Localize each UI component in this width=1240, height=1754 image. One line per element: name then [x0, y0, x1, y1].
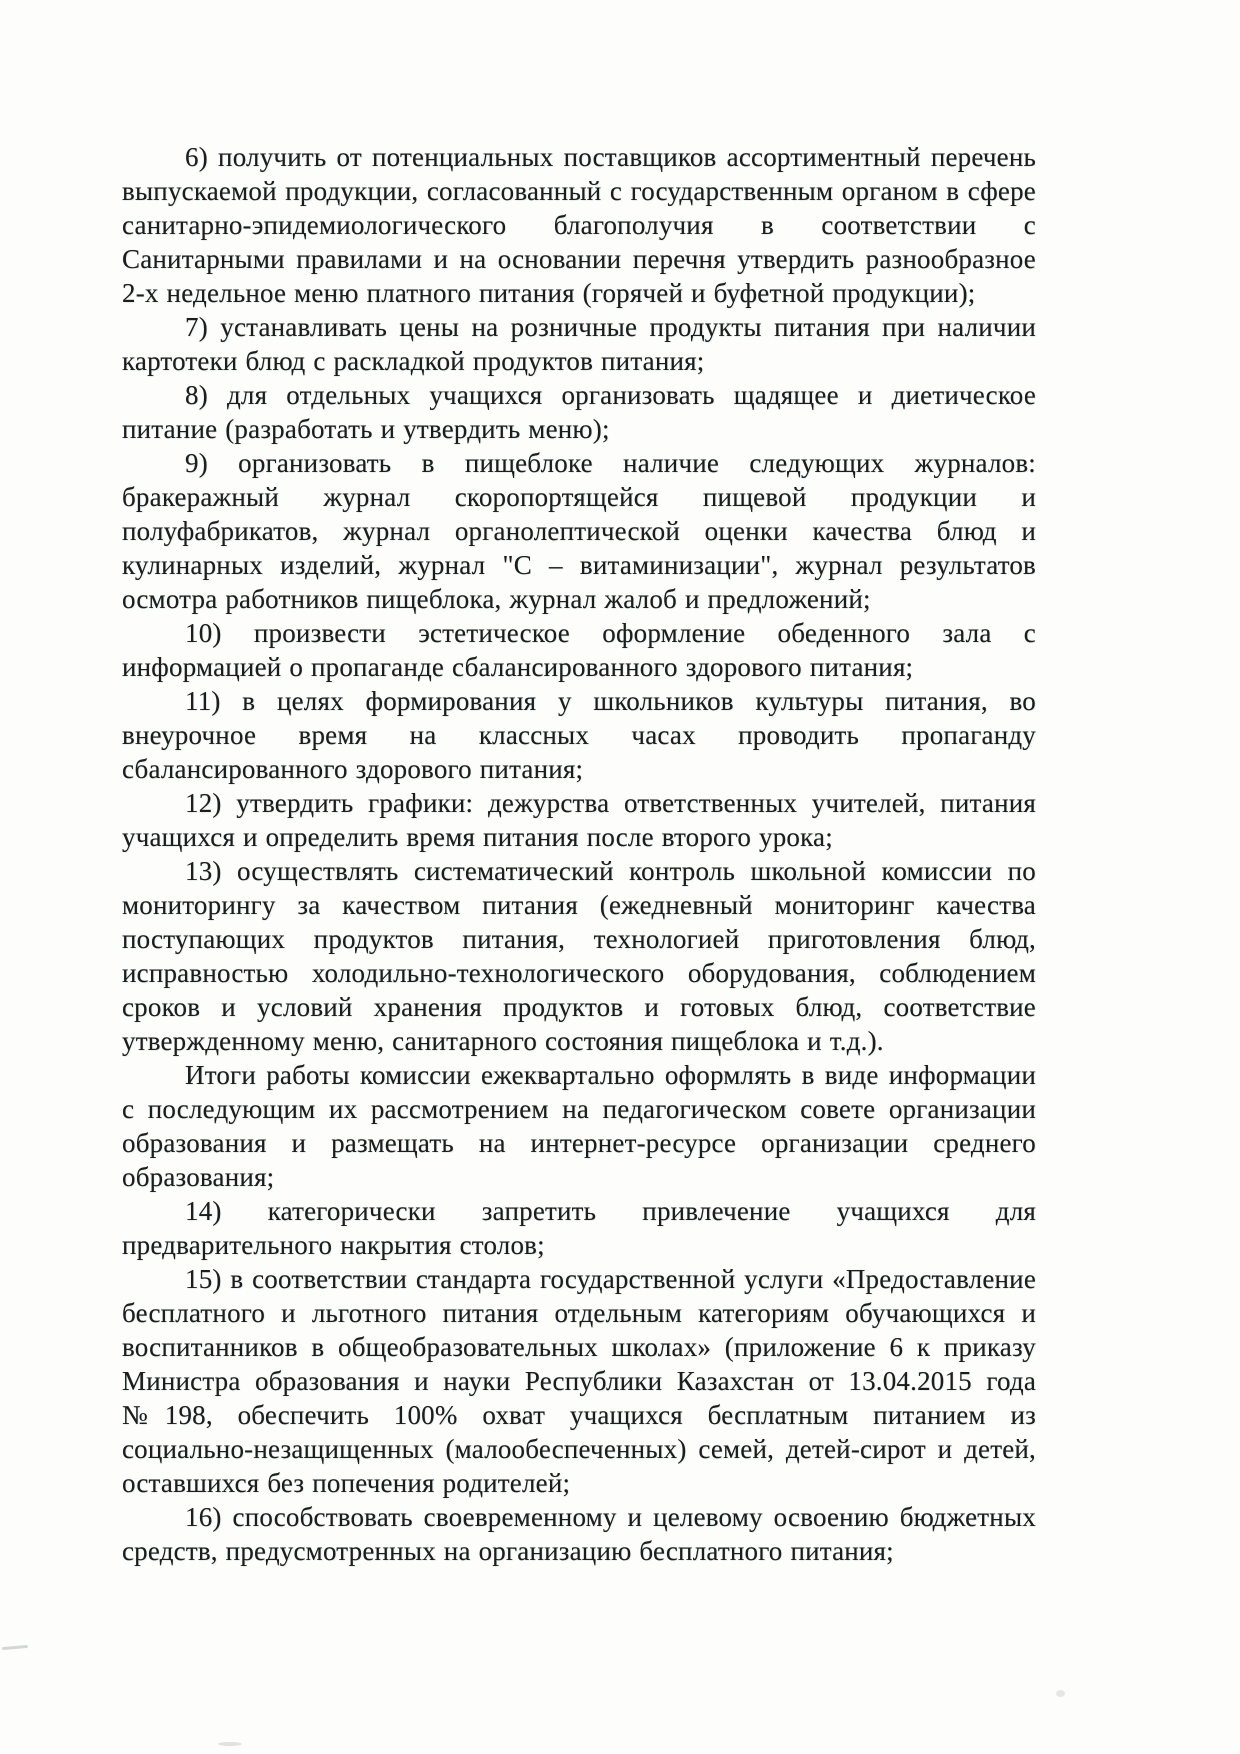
paragraph: 15) в соответствии стандарта государственной услуги «Предоставление бесплатного и льготного питания отдельным категориям обучающихся и воспитанников в общеобразовательных школах» (приложение 6 к приказу Министра образования и науки Республики Казахстан от 13.04.2015 года №198, обеспечить 100% охват учащихся бесплатным питанием из социально-незащищенных (малообеспеченных) семей, детей-сирот и детей, оставшихся без попечения родителей; — [122, 1264, 1036, 1498]
paragraph: 11) в целях формирования у школьников культуры питания, во внеурочное время на классных часах проводить пропаганду сбалансированного здорового питания; — [122, 686, 1036, 784]
scan-artifact — [2, 1645, 28, 1650]
paragraph: 6) получить от потенциальных поставщиков ассортиментный перечень выпускаемой продукции, согласованный с государственным органом в сфере санитарно-эпидемиологического благополучия в соответствии с Санитарными правилами и на основании перечня утвердить разнообразное 2-х недельное меню платного питания (горячей и буфетной продукции); — [122, 142, 1036, 308]
paragraph: 12) утвердить графики: дежурства ответственных учителей, питания учащихся и определить время питания после второго урока; — [122, 788, 1036, 852]
document-body — [122, 140, 1036, 1568]
paragraph: 9) организовать в пищеблоке наличие следующих журналов: бракеражный журнал скоропортящейся пищевой продукции и полуфабрикатов, журнал органолептической оценки качества блюд и кулинарных изделий, журнал "С – витаминизации", журнал результатов осмотра работников пищеблока, журнал жалоб и предложений; — [122, 448, 1036, 614]
paragraph: Итоги работы комиссии ежеквартально оформлять в виде информации с последующим их рассмотрением на педагогическом совете организации образования и размещать на интернет-ресурсе организации среднего образования; — [122, 1060, 1036, 1192]
paragraph: 13) осуществлять систематический контроль школьной комиссии по мониторингу за качеством питания (ежедневный мониторинг качества поступающих продуктов питания, технологией приготовления блюд, исправностью холодильно-технологического оборудования, соблюдением сроков и условий хранения продуктов и готовых блюд, соответствие утвержденному меню, санитарного состояния пищеблока и т.д.). — [122, 856, 1036, 1056]
paragraph: 8) для отдельных учащихся организовать щадящее и диетическое питание (разработать и утвердить меню); — [122, 380, 1036, 444]
paragraph: 7) устанавливать цены на розничные продукты питания при наличии картотеки блюд с раскладкой продуктов питания; — [122, 312, 1036, 376]
scan-artifact — [218, 1742, 242, 1746]
paragraph: 16) способствовать своевременному и целевому освоению бюджетных средств, предусмотренных на организацию бесплатного питания; — [122, 1502, 1036, 1566]
paragraph: 10) произвести эстетическое оформление обеденного зала с информацией о пропаганде сбалансированного здорового питания; — [122, 618, 1036, 682]
paragraph: 14) категорически запретить привлечение учащихся для предварительного накрытия столов; — [122, 1196, 1036, 1260]
scan-artifact — [1056, 1690, 1065, 1697]
